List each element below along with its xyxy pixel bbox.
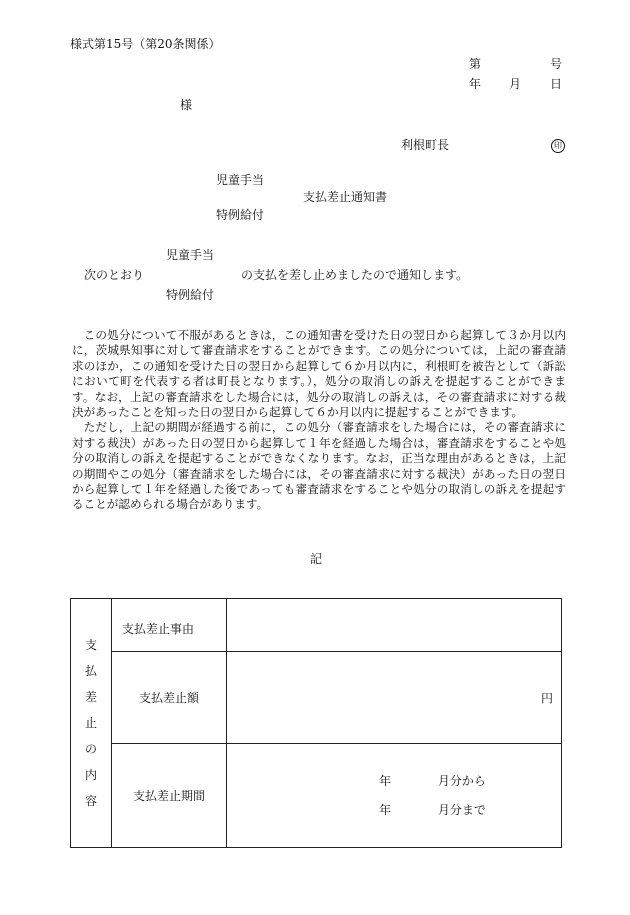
period-from-row bbox=[379, 772, 486, 789]
period-field[interactable] bbox=[227, 744, 562, 848]
seal-mark: 印 bbox=[551, 139, 565, 153]
document-title: 支払差止通知書 bbox=[303, 190, 388, 204]
period-from-suffix: 月分から bbox=[437, 774, 486, 788]
number-prefix: 第 bbox=[469, 57, 482, 71]
notice-option-special-benefit: 特例給付 bbox=[166, 288, 215, 302]
date-day-label: 日 bbox=[550, 77, 563, 91]
details-side-header bbox=[71, 599, 112, 848]
details-side-header-text: 支払差止の内容 bbox=[85, 638, 98, 808]
notice-suffix: の支払を差し止めましたので通知します。 bbox=[241, 268, 469, 282]
title-option-special-benefit: 特例給付 bbox=[216, 208, 265, 222]
amount-field[interactable] bbox=[227, 652, 562, 744]
reason-label: 支払差止事由 bbox=[112, 599, 227, 652]
period-to-suffix: 月分まで bbox=[437, 803, 486, 817]
suspension-details-table bbox=[70, 598, 562, 848]
date-month-label: 月 bbox=[509, 77, 522, 91]
appeal-paragraph-1: この処分について不服があるときは，この通知書を受けた日の翌日から起算して３か月以内に，茨城県知事に対して審査請求をすることができます。この処分については，上記の審査請求のほか，この通知を受けた日の翌日から起算して６か月以内に，利根町を被告として（訴訟において町を代表する者は町長となります。），処分の取消しの訴えを提起することができます。なお，上記の審査請求をした場合には，処分の取消しの訴えは，その審査請求に対する裁決があったことを知った日の翌日から起算して６か月以内に提起することができます。 bbox=[72, 328, 566, 420]
number-suffix: 号 bbox=[550, 57, 563, 71]
ki-heading: 記 bbox=[310, 552, 323, 566]
amount-label: 支払差止額 bbox=[112, 652, 227, 744]
notice-prefix: 次のとおり bbox=[84, 268, 145, 282]
amount-unit: 円 bbox=[540, 691, 553, 705]
addressee-suffix: 様 bbox=[180, 98, 193, 112]
reason-field[interactable] bbox=[227, 599, 562, 652]
title-option-child-allowance: 児童手当 bbox=[216, 173, 265, 187]
period-from-year: 年 bbox=[379, 774, 392, 788]
form-number: 様式第15号（第20条関係） bbox=[70, 37, 221, 51]
date-year-label: 年 bbox=[469, 77, 482, 91]
appeal-paragraph-2: ただし，上記の期間が経過する前に，この処分（審査請求をした場合には，その審査請求に対する裁決）があった日の翌日から起算して１年を経過した場合は，審査請求をすることや処分の取消しの訴えを提起することができなくなります。なお，正当な理由があるときは，上記の期間やこの処分（審査請求をした場合には，その審査請求に対する裁決）があった日の翌日から起算して１年を経過した後であっても審査請求をすることや処分の取消しの訴えを提起することが認められる場合があります。 bbox=[72, 420, 566, 512]
period-label: 支払差止期間 bbox=[112, 744, 227, 848]
period-to-row bbox=[379, 801, 486, 818]
period-to-year: 年 bbox=[379, 803, 392, 817]
issuer-name: 利根町長 bbox=[401, 138, 450, 152]
appeal-instructions bbox=[72, 328, 566, 513]
notice-option-child-allowance: 児童手当 bbox=[166, 248, 215, 262]
